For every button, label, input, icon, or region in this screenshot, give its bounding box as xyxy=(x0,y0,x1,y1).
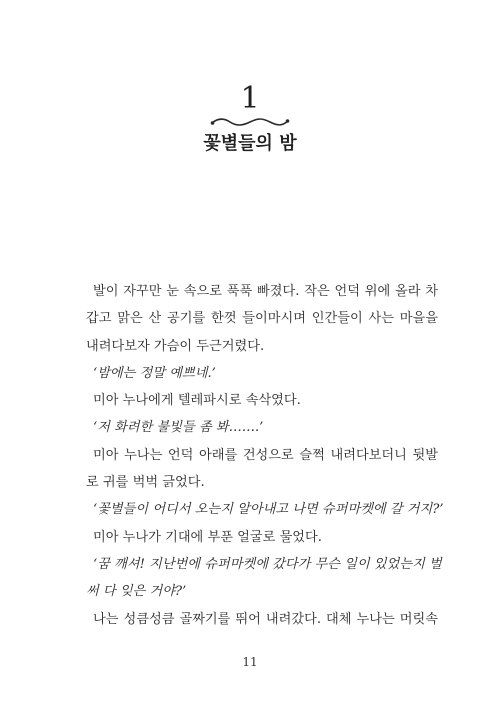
text-line: 나는 성큼성큼 골짜기를 뛰어 내려갔다. 대체 누나는 머릿속 xyxy=(93,611,438,627)
text-line: ‘저 화려한 불빛들 좀 봐…….’ xyxy=(93,420,264,436)
chapter-number: 1 xyxy=(240,81,260,116)
page-number: 11 xyxy=(242,655,258,669)
text-line: 갑고 맑은 산 공기를 한껏 들이마시며 인간들이 사는 마을을 xyxy=(86,311,438,327)
text-line: 내려다보자 가슴이 두근거렸다. xyxy=(86,338,265,354)
body-text xyxy=(86,278,444,633)
text-line: ‘밤에는 정말 예쁘네.’ xyxy=(93,365,216,381)
wavy-flourish-icon xyxy=(210,117,290,127)
text-line: 발이 자꾸만 눈 속으로 푹푹 빠졌다. 작은 언덕 위에 올라 차 xyxy=(93,284,438,299)
text-line: 미아 누나에게 텔레파시로 속삭였다. xyxy=(93,393,301,409)
text-line: 로 귀를 벅벅 긁었다. xyxy=(86,475,205,491)
chapter-title: 꽃별들의 밤 xyxy=(203,133,297,154)
text-line: ‘꿈 깨셔! 지난번에 슈퍼마켓에 갔다가 무슨 일이 있었는지 벌 xyxy=(93,556,442,572)
text-line: 미아 누나는 언덕 아래를 건성으로 슬쩍 내려다보더니 뒷발 xyxy=(93,447,438,463)
text-line: 써 다 잊은 거야?’ xyxy=(86,584,187,600)
text-line: ‘꽃별들이 어디서 오는지 알아내고 나면 슈퍼마켓에 갈 거지?’ xyxy=(93,502,444,518)
text-line: 미아 누나가 기대에 부푼 얼굴로 물었다. xyxy=(93,529,322,545)
